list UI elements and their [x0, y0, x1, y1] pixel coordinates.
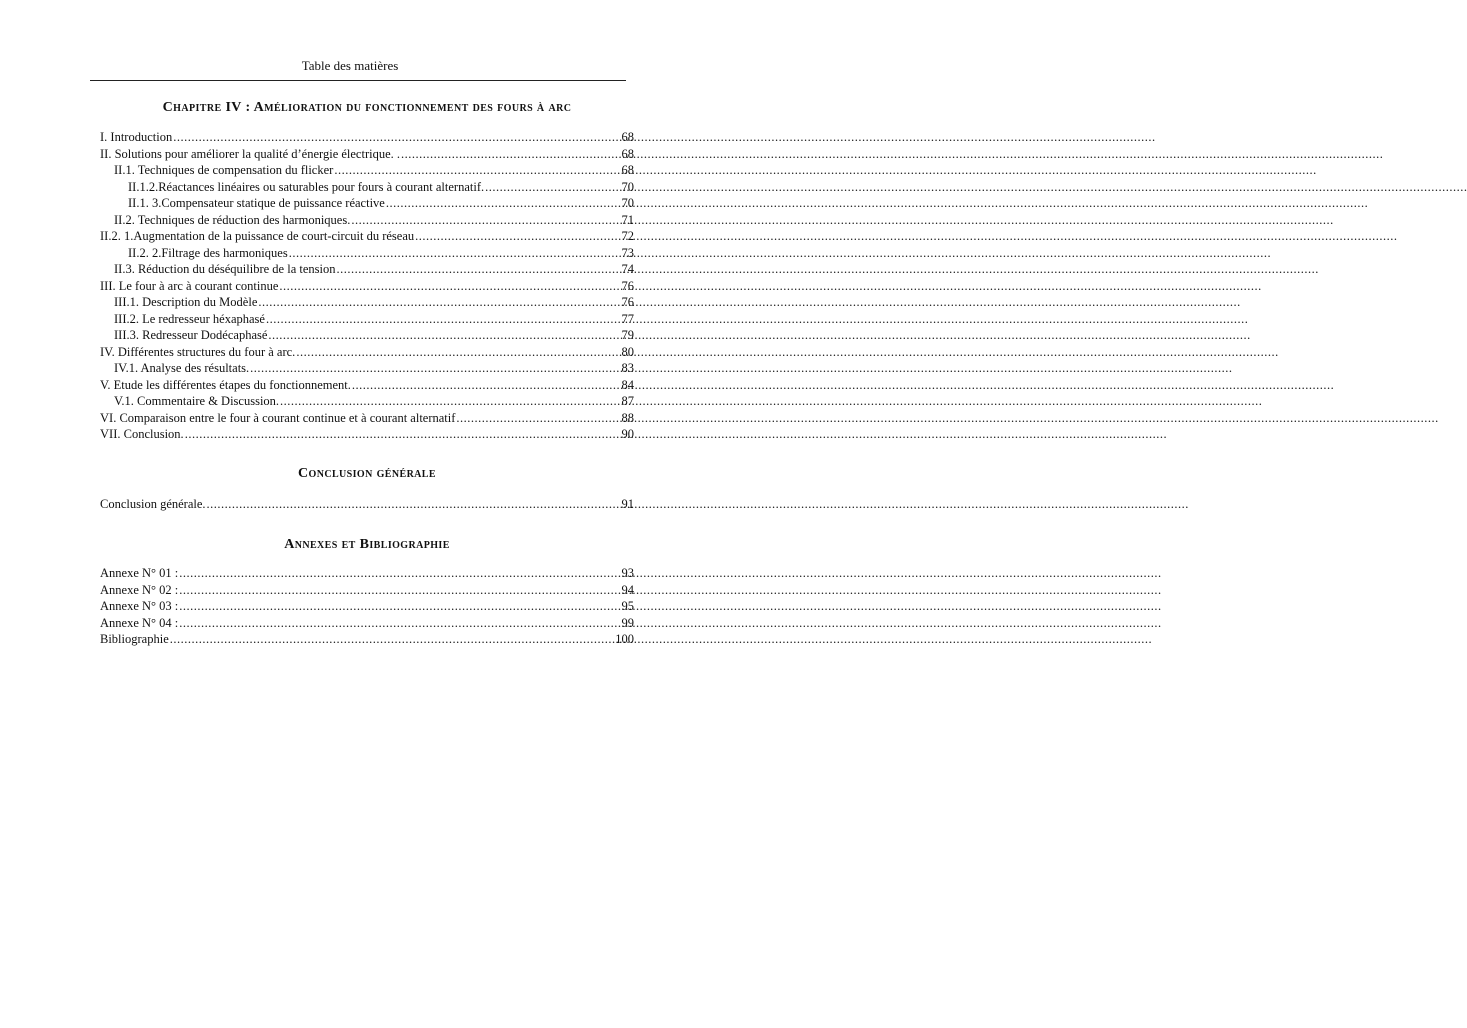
- dot-leader: [173, 129, 620, 146]
- toc-entry-title: IV.1. Analyse des résultats.: [114, 361, 250, 375]
- toc-entry[interactable]: [100, 496, 634, 513]
- toc-entry-title: III.2. Le redresseur héxaphasé: [114, 311, 265, 326]
- toc-entry-page: 90: [621, 427, 634, 441]
- dot-leader: [207, 496, 621, 513]
- dot-leader: [401, 146, 620, 163]
- toc-entry[interactable]: [100, 195, 634, 212]
- toc-entry-page: 76: [621, 295, 634, 309]
- toc-entry[interactable]: [100, 179, 634, 196]
- toc-entry-page: 95: [621, 599, 634, 613]
- toc-entry-page: 83: [621, 361, 634, 375]
- toc-entry-page: 99: [621, 615, 634, 630]
- running-head: Table des matières: [301, 58, 399, 73]
- toc-entry-page: 84: [621, 377, 634, 392]
- dot-leader: [280, 393, 620, 410]
- toc-entry-title: III.3. Redresseur Dodécaphasé: [114, 328, 268, 342]
- dot-leader: [456, 410, 620, 427]
- dot-leader: [415, 228, 620, 245]
- toc-entry-title: III.1. Description du Modèle: [114, 295, 258, 309]
- general-conclusion-section: [100, 466, 634, 513]
- toc-entry[interactable]: [100, 146, 634, 163]
- toc-entry[interactable]: [100, 261, 634, 278]
- toc-entry[interactable]: [100, 344, 634, 361]
- toc-entry-title: V. Etude les différentes étapes du fonctionnement.: [100, 377, 351, 392]
- toc-entry[interactable]: [100, 228, 634, 245]
- toc-list: [100, 129, 634, 443]
- toc-entry-page: 80: [621, 344, 634, 359]
- toc-entry-page: 70: [621, 196, 634, 210]
- toc-entry[interactable]: [100, 162, 634, 179]
- toc-entry-title: II.2. 1.Augmentation de la puissance de court-circuit du réseau: [100, 229, 415, 243]
- toc-entry[interactable]: [100, 582, 634, 599]
- dot-leader: [279, 278, 620, 295]
- section-title: Chapitre IV : Amélioration du fonctionnement des fours à arc: [162, 100, 572, 115]
- toc-entry-title: II. Solutions pour améliorer la qualité d’énergie électrique. .: [100, 146, 401, 161]
- toc-entry[interactable]: [100, 327, 634, 344]
- dot-leader: [268, 327, 620, 344]
- toc-entry-title: Annexe N° 04 :: [100, 615, 179, 630]
- section-title: Annexes et Bibliographie: [284, 537, 450, 552]
- toc-entry[interactable]: [100, 278, 634, 295]
- toc-entry[interactable]: [100, 294, 634, 311]
- dot-leader: [352, 377, 621, 394]
- toc-entry-title: Annexe N° 02 :: [100, 582, 179, 597]
- toc-entry-page: 68: [621, 146, 634, 161]
- toc-entry-page: 70: [621, 179, 634, 194]
- chapter-iv-section: [100, 100, 634, 443]
- toc-entry-page: 71: [621, 212, 634, 227]
- dot-leader: [386, 195, 621, 212]
- toc-entry[interactable]: [100, 245, 634, 262]
- dot-leader: [179, 598, 620, 615]
- toc-entry-title: Annexe N° 03 :: [100, 599, 179, 613]
- toc-entry-title: II.2. 2.Filtrage des harmoniques: [128, 245, 288, 260]
- toc-entry-title: Annexe N° 01 :: [100, 566, 179, 580]
- toc-entry[interactable]: [100, 129, 634, 146]
- toc-entry-page: 74: [621, 262, 634, 276]
- toc-entry[interactable]: [100, 410, 634, 427]
- toc-entry-title: II.1. 3.Compensateur statique de puissance réactive: [128, 196, 385, 210]
- toc-entry-title: II.1. Techniques de compensation du flicker: [114, 163, 334, 177]
- toc-entry[interactable]: [100, 615, 634, 632]
- toc-entry-title: Conclusion générale.: [100, 496, 206, 511]
- toc-content: [100, 100, 634, 648]
- dot-leader: [170, 631, 615, 648]
- toc-entry-page: 91: [621, 496, 634, 511]
- dot-leader: [351, 212, 620, 229]
- toc-entry-page: 100: [615, 632, 634, 646]
- toc-entry[interactable]: [100, 360, 634, 377]
- toc-entry-title: III. Le four à arc à courant continue: [100, 278, 279, 293]
- dot-leader: [336, 261, 620, 278]
- toc-entry[interactable]: [100, 393, 634, 410]
- dot-leader: [185, 426, 621, 443]
- annexes-section: [100, 537, 634, 648]
- toc-entry-page: 93: [621, 566, 634, 580]
- toc-entry[interactable]: [100, 426, 634, 443]
- section-title: Conclusion générale: [298, 465, 436, 481]
- toc-entry-title: V.1. Commentaire & Discussion.: [114, 394, 280, 408]
- toc-entry-page: 76: [621, 278, 634, 293]
- toc-entry-title: II.1.2.Réactances linéaires ou saturables pour fours à courant alternatif.: [128, 179, 485, 194]
- toc-entry[interactable]: [100, 311, 634, 328]
- toc-entry-title: VI. Comparaison entre le four à courant continue et à courant alternatif: [100, 410, 456, 425]
- toc-entry-title: VII. Conclusion.: [100, 427, 184, 441]
- toc-entry-page: 88: [621, 410, 634, 425]
- toc-entry-title: IV. Différentes structures du four à arc.: [100, 344, 296, 359]
- toc-entry[interactable]: [100, 631, 634, 648]
- toc-list: [100, 565, 634, 648]
- toc-entry-title: II.3. Réduction du déséquilibre de la tension: [114, 262, 336, 276]
- toc-entry-page: 72: [621, 229, 634, 243]
- toc-entry-page: 77: [621, 311, 634, 326]
- toc-entry-page: 79: [621, 328, 634, 342]
- toc-entry-title: II.2. Techniques de réduction des harmoniques.: [114, 212, 351, 227]
- toc-entry-page: 87: [621, 394, 634, 408]
- toc-entry-page: 94: [621, 582, 634, 597]
- dot-leader: [289, 245, 621, 262]
- dot-leader: [179, 615, 620, 632]
- toc-list: [100, 496, 634, 513]
- toc-entry-page: 68: [621, 163, 634, 177]
- toc-entry[interactable]: [100, 565, 634, 582]
- toc-entry-page: 73: [621, 245, 634, 260]
- dot-leader: [258, 294, 620, 311]
- toc-entry[interactable]: [100, 212, 634, 229]
- toc-entry[interactable]: [100, 598, 634, 615]
- header-rule: [90, 80, 626, 81]
- dot-leader: [334, 162, 620, 179]
- dot-leader: [250, 360, 620, 377]
- dot-leader: [485, 179, 620, 196]
- toc-entry[interactable]: [100, 377, 634, 394]
- dot-leader: [266, 311, 621, 328]
- dot-leader: [179, 565, 620, 582]
- toc-entry-title: I. Introduction: [100, 130, 173, 144]
- toc-entry-page: 68: [621, 130, 634, 144]
- toc-entry-title: Bibliographie: [100, 632, 169, 646]
- dot-leader: [179, 582, 620, 599]
- dot-leader: [296, 344, 620, 361]
